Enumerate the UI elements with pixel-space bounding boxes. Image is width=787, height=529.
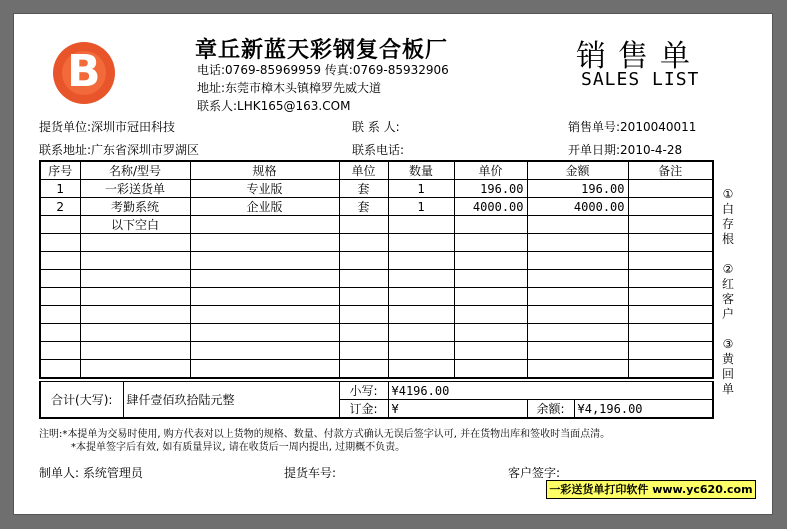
deposit-value: ¥	[388, 400, 527, 419]
cell-price: 4000.00	[454, 198, 527, 216]
col-header: 数量	[388, 161, 454, 180]
empty-row	[40, 234, 713, 252]
total-daxie-value: 肆仟壹佰玖拾陆元整	[123, 382, 339, 419]
cell-remark	[628, 180, 713, 198]
balance-label: 余额:	[527, 400, 574, 419]
company-contact: 联系人:LHK165@163.COM	[197, 99, 351, 113]
cell-remark	[628, 216, 713, 234]
cell-index	[40, 216, 80, 234]
order-number: 销售单号:2010040011	[568, 120, 697, 134]
copy-label-white: ①白存根	[721, 187, 734, 246]
cell-name: 一彩送货单	[80, 180, 190, 198]
total-daxie-label: 合计(大写):	[40, 382, 123, 419]
sales-slip	[13, 13, 773, 515]
col-header: 单价	[454, 161, 527, 180]
cell-amount: 4000.00	[527, 198, 628, 216]
copy-label-yellow: ③黄回单	[721, 337, 734, 396]
col-header: 单位	[339, 161, 388, 180]
cell-spec	[190, 216, 339, 234]
contact-address: 联系地址:广东省深圳市罗湖区	[39, 143, 200, 157]
company-address: 地址:东莞市樟木头镇樟罗先威大道	[197, 81, 382, 95]
deposit-label: 订金:	[339, 400, 388, 419]
customer-sign: 客户签字:	[508, 466, 561, 480]
empty-row	[40, 306, 713, 324]
title-en: SALES LIST	[581, 69, 700, 90]
cell-spec: 专业版	[190, 180, 339, 198]
software-ad-link[interactable]: 一彩送货单打印软件 www.yc620.com	[546, 480, 756, 499]
col-header: 序号	[40, 161, 80, 180]
cell-unit: 套	[339, 198, 388, 216]
cell-qty	[388, 216, 454, 234]
empty-row	[40, 270, 713, 288]
items-table	[39, 160, 714, 379]
supplier: 提货单位:深圳市冠田科技	[39, 120, 176, 134]
order-date: 开单日期:2010-4-28	[568, 143, 683, 157]
col-header: 金额	[527, 161, 628, 180]
copy-label-red: ②红客户	[721, 262, 734, 321]
table-header-row	[40, 161, 713, 180]
cell-index: 2	[40, 198, 80, 216]
company-phone: 电话:0769-85969959 传真:0769-85932906	[197, 63, 449, 77]
company-logo	[53, 42, 115, 104]
cell-name: 以下空白	[80, 216, 190, 234]
table-row	[40, 216, 713, 234]
col-header: 备注	[628, 161, 713, 180]
cell-price	[454, 216, 527, 234]
cell-price: 196.00	[454, 180, 527, 198]
contact-person: 联 系 人:	[352, 120, 400, 134]
cell-name: 考勤系统	[80, 198, 190, 216]
maker: 制单人: 系统管理员	[39, 466, 143, 480]
col-header: 名称/型号	[80, 161, 190, 180]
company-name: 章丘新蓝天彩钢复合板厂	[195, 37, 449, 63]
cell-amount: 196.00	[527, 180, 628, 198]
title-cn: 销售单	[576, 39, 702, 74]
cell-amount	[527, 216, 628, 234]
cell-index: 1	[40, 180, 80, 198]
cell-spec: 企业版	[190, 198, 339, 216]
cell-unit: 套	[339, 180, 388, 198]
cell-unit	[339, 216, 388, 234]
table-row	[40, 198, 713, 216]
total-xiaoxie-value: ¥4196.00	[388, 382, 713, 400]
empty-row	[40, 288, 713, 306]
cell-qty: 1	[388, 180, 454, 198]
note-line-2: *本提单签字后有效, 如有质量异议, 请在收货后一周内提出, 过期概不负责。	[71, 442, 406, 453]
empty-row	[40, 324, 713, 342]
logo-letter: B	[67, 46, 101, 97]
table-row	[40, 180, 713, 198]
cell-remark	[628, 198, 713, 216]
totals-table	[39, 381, 714, 419]
contact-phone: 联系电话:	[352, 143, 405, 157]
car-number: 提货车号:	[284, 466, 337, 480]
cell-qty: 1	[388, 198, 454, 216]
total-xiaoxie-label: 小写:	[339, 382, 388, 400]
note-line-1: 注明:*本提单为交易时使用, 购方代表对以上货物的规格、数量、付款方式确认无误后签字认可, 并在货物出库和签收时当面点清。	[39, 429, 611, 440]
empty-row	[40, 360, 713, 379]
empty-row	[40, 342, 713, 360]
empty-row	[40, 252, 713, 270]
balance-value: ¥4,196.00	[574, 400, 713, 419]
col-header: 规格	[190, 161, 339, 180]
